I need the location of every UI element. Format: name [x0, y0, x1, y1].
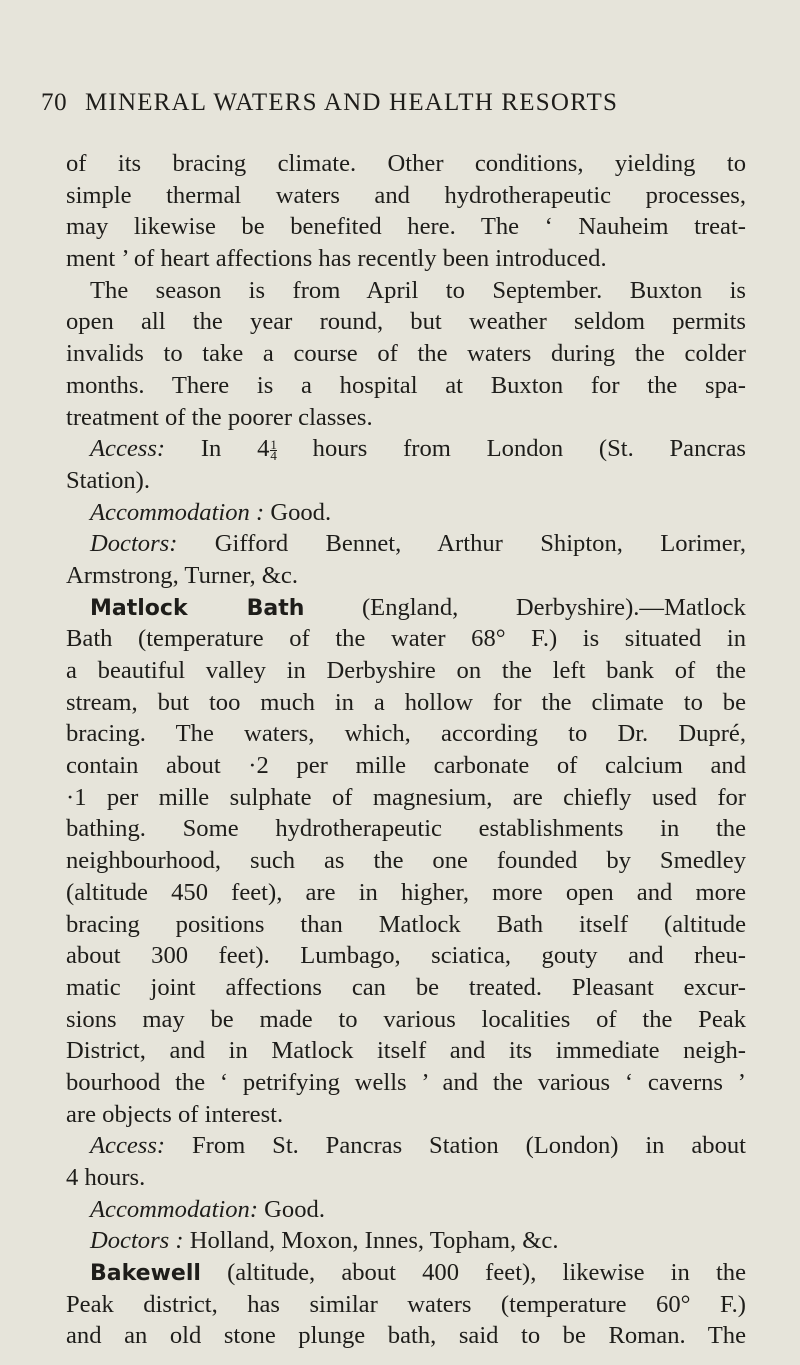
access-label: Access:	[90, 1132, 166, 1160]
access-label: Access:	[90, 435, 166, 463]
text-line: stream, but too much in a hollow for the climate to be	[66, 688, 746, 716]
running-title: MINERAL WATERS AND HEALTH RESORTS	[85, 89, 619, 116]
text-line: The season is from April to September. Buxton is	[90, 276, 746, 304]
text-line: Bath (temperature of the water 68° F.) is situated in	[66, 625, 746, 653]
accommodation-label: Accommodation:	[90, 1195, 259, 1223]
text-line: simple thermal waters and hydrotherapeutic processes,	[66, 181, 746, 209]
doctors-label: Doctors :	[90, 1227, 184, 1255]
text-line: District, and in Matlock itself and its immediate neigh-	[66, 1037, 746, 1065]
accommodation-label: Accommodation :	[90, 498, 265, 526]
text-line: Bakewell (altitude, about 400 feet), likewise in the	[90, 1259, 746, 1287]
text-line: bracing. The waters, which, according to Dr. Dupré,	[66, 720, 746, 748]
text-line: Accommodation : Good.	[90, 498, 332, 526]
text-line: Accommodation: Good.	[90, 1195, 325, 1223]
text-line: invalids to take a course of the waters during the colder	[66, 340, 746, 368]
text-line: contain about ·2 per mille carbonate of calcium and	[66, 752, 746, 780]
text-line: Matlock Bath (England, Derbyshire).—Matlock	[90, 593, 746, 621]
text-line: about 300 feet). Lumbago, sciatica, gouty and rheu-	[66, 942, 746, 970]
text-line: open all the year round, but weather seldom permits	[66, 308, 746, 336]
running-head	[41, 89, 681, 117]
text-line: Armstrong, Turner, &c.	[66, 561, 298, 589]
body-text	[66, 148, 746, 1352]
text-line: ment ’ of heart affections has recently been introduced.	[66, 245, 607, 273]
text-line: sions may be made to various localities of the Peak	[66, 1005, 746, 1033]
text-line: treatment of the poorer classes.	[66, 403, 373, 431]
text-line: bathing. Some hydrotherapeutic establishments in the	[66, 815, 746, 843]
text-line: bourhood the ‘ petrifying wells ’ and the various ‘ caverns ’	[66, 1068, 746, 1096]
text-line: neighbourhood, such as the one founded by Smedley	[66, 847, 746, 875]
text-line: matic joint affections can be treated. Pleasant excur-	[66, 973, 746, 1001]
text-line: (altitude 450 feet), are in higher, more open and more	[66, 878, 746, 906]
text-line: Access: In 4 $\frac{1}{4}$ hours from London (St. Pancras	[90, 435, 746, 464]
text-line: months. There is a hospital at Buxton for the spa-	[66, 371, 746, 399]
text-line: may likewise be benefited here. The ‘ Nauheim treat-	[66, 213, 746, 241]
text-line: and an old stone plunge bath, said to be Roman. The	[66, 1322, 746, 1350]
text-line: Access: From St. Pancras Station (London) in about	[90, 1132, 746, 1160]
text-line: bracing positions than Matlock Bath itself (altitude	[66, 910, 746, 938]
text-line: Doctors: Gifford Bennet, Arthur Shipton, Lorimer,	[90, 530, 746, 558]
text-line: Doctors : Holland, Moxon, Innes, Topham, &c.	[90, 1227, 559, 1255]
text-line: are objects of interest.	[66, 1100, 284, 1128]
text-line: Peak district, has similar waters (temperature 60° F.)	[66, 1290, 746, 1318]
text-line: Station).	[66, 466, 151, 494]
resort-heading: Matlock Bath	[90, 595, 305, 621]
resort-heading: Bakewell	[90, 1261, 201, 1287]
text-line: 4 hours.	[66, 1164, 146, 1191]
doctors-label: Doctors:	[90, 530, 178, 558]
text-line: of its bracing climate. Other conditions, yielding to	[66, 150, 746, 177]
text-line: ·1 per mille sulphate of magnesium, are chiefly used for	[66, 783, 746, 811]
fraction: $\frac{1}{4}$	[270, 437, 277, 464]
text-line: a beautiful valley in Derbyshire on the left bank of the	[66, 657, 746, 684]
page-number: 70	[41, 89, 68, 116]
